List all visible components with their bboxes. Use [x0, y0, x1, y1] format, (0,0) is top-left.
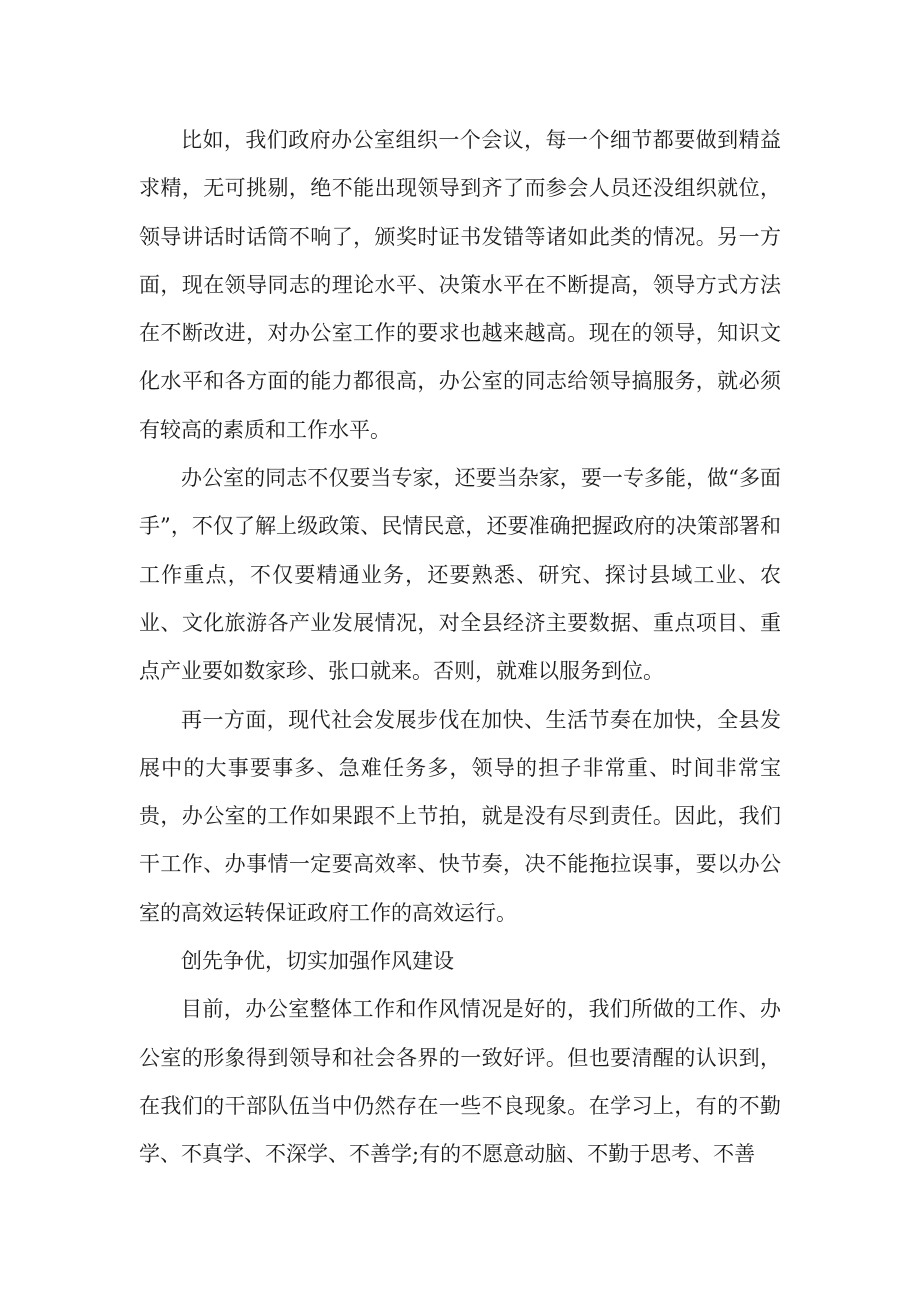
section-heading: 创先争优，切实加强作风建设: [181, 949, 454, 974]
paragraph-meeting-details: 比如，我们政府办公室组织一个会议，每一个细节都要做到精益求精，无可挑剔，绝不能出现领导到齐了而参会人员还没组织就位，领导讲话时话筒不响了，颁奖时证书发错等诸如此类的情况。另一方面，现在领导同志的理论水平、决策水平在不断提高，领导方式方法在不断改进，对办公室工作的要求也越来越高。现在的领导，知识文化水平和各方面的能力都很高，办公室的同志给领导搞服务，就必须有较高的素质和工作水平。: [139, 128, 781, 442]
document-body: [139, 116, 781, 1179]
paragraph-work-style: 目前，办公室整体工作和作风情况是好的，我们所做的工作、办公室的形象得到领导和社会各界的一致好评。但也要清醒的认识到，在我们的干部队伍当中仍然存在一些不良现象。在学习上，有的不勤学、不真学、不深学、不善学;有的不愿意动脑、不勤于思考、不善: [139, 997, 781, 1167]
paragraph-multi-skilled: 办公室的同志不仅要当专家，还要当杂家，要一专多能，做“多面手”，不仅了解上级政策、民情民意，还要准确把握政府的决策部署和工作重点，不仅要精通业务，还要熟悉、研究、探讨县域工业、农业、文化旅游各产业发展情况，对全县经济主要数据、重点项目、重点产业要如数家珍、张口就来。否则，就难以服务到位。: [139, 466, 781, 684]
paragraph-efficiency: 再一方面，现代社会发展步伐在加快、生活节奏在加快，全县发展中的大事要事多、急难任务多，领导的担子非常重、时间非常宝贵，办公室的工作如果跟不上节拍，就是没有尽到责任。因此，我们干工作、办事情一定要高效率、快节奏，决不能拖拉误事，要以办公室的高效运转保证政府工作的高效运行。: [139, 707, 781, 925]
